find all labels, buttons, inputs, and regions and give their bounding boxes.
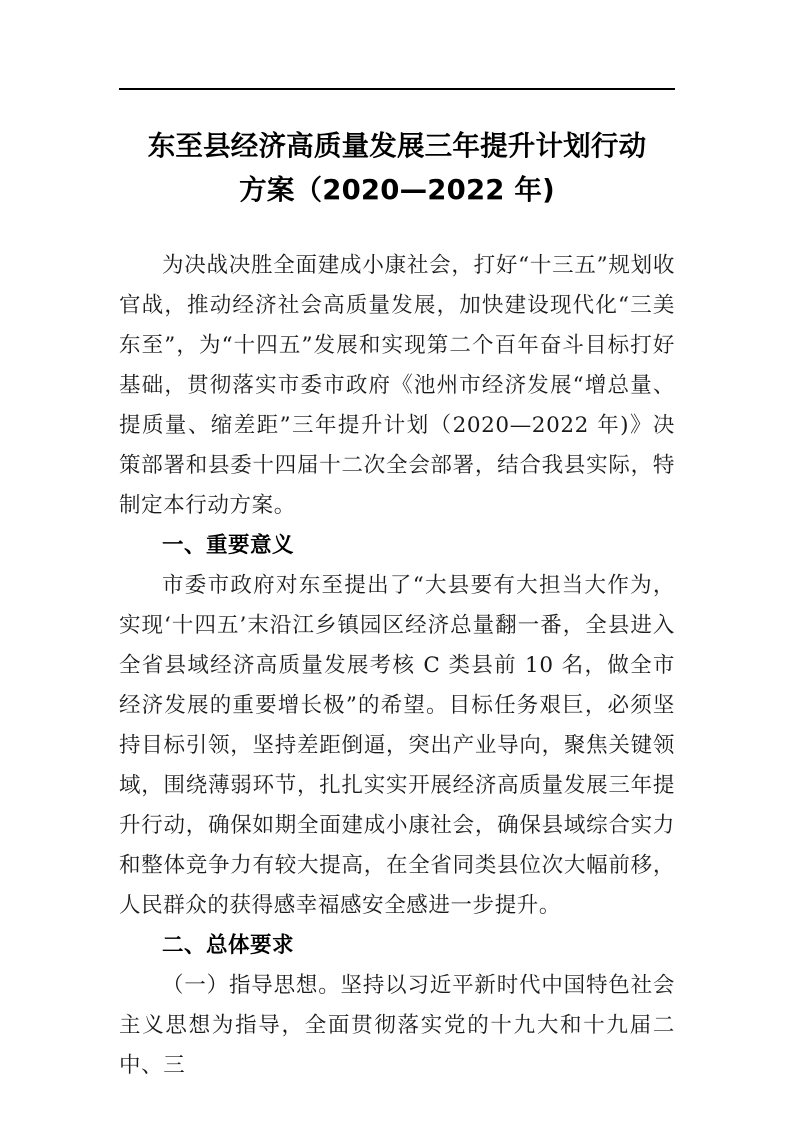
document-title-line-2: 方案（2020—2022 年)	[239, 174, 555, 206]
section-heading-importance: 一、重要意义	[162, 533, 295, 558]
header-rule-container	[119, 88, 675, 98]
document-content	[119, 124, 675, 1086]
paragraph-guiding-ideology: （一）指导思想。坚持以习近平新时代中国特色社会主义思想为指导，全面贯彻落实党的十九大和十九届二中、三	[119, 973, 675, 1078]
document-title	[119, 124, 675, 212]
paragraph-importance: 市委市政府对东至提出了“大县要有大担当大作为，实现‘十四五’末沿江乡镇园区经济总量翻一番，全县进入全省县域经济高质量发展考核 C 类县前 10 名，做全市经济发展的重要增长极”的希望。目标任务艰巨，必须坚持目标引领，坚持差距倒逼，突出产业导向，聚焦关键领域，围绕薄弱环节，扎扎实实开展经济高质量发展三年提升行动，确保如期全面建成小康社会，确保县域综合实力和整体竞争力有较大提高，在全省同类县位次大幅前移，人民群众的获得感幸福感安全感进一步提升。	[119, 573, 675, 918]
header-divider-line	[119, 88, 675, 90]
paragraph-preamble: 为决战决胜全面建成小康社会，打好“十三五”规划收官战，推动经济社会高质量发展，加快建设现代化“三美东至”，为“十四五”发展和实现第二个百年奋斗目标打好基础，贯彻落实市委市政府《池州市经济发展“增总量、提质量、缩差距”三年提升计划（2020—2022 年)》决策部署和县委十四届十二次全会部署，结合我县实际，特制定本行动方案。	[119, 253, 675, 518]
document-title-line-1: 东至县经济高质量发展三年提升计划行动	[147, 130, 647, 162]
section-heading-overall-requirements: 二、总体要求	[162, 933, 295, 958]
